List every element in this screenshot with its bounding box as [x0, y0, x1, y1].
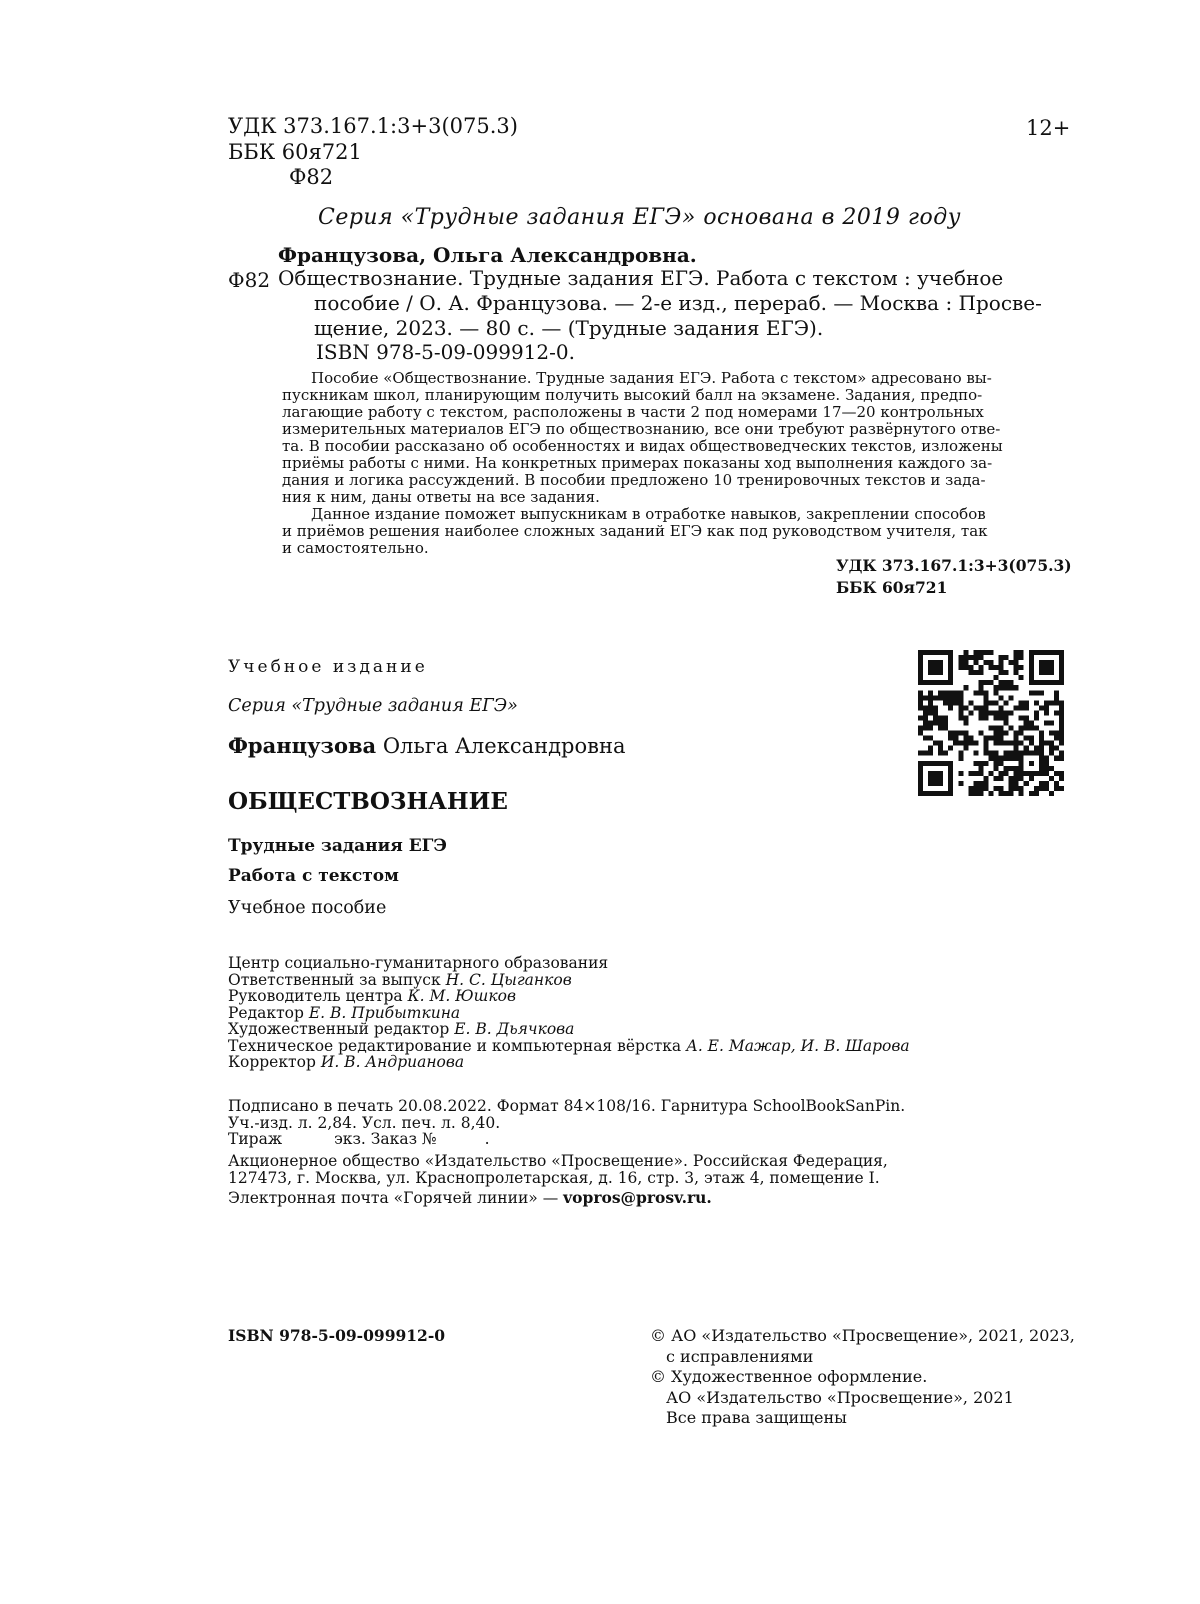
annotation-line: Данное издание поможет выпускникам в отработке навыков, закреплении способов	[311, 505, 986, 523]
print-info	[228, 1098, 905, 1148]
annotation-udk: УДК 373.167.1:3+3(075.3)	[836, 556, 1072, 575]
credit-person: И. В. Андрианова	[320, 1053, 465, 1071]
annotation-line: Пособие «Обществознание. Трудные задания ЕГЭ. Работа с текстом» адресовано вы-	[311, 369, 992, 387]
print-order-label: экз. Заказ №	[334, 1130, 437, 1148]
credit-row	[228, 1005, 910, 1022]
annotation-line: пускникам школ, планирующим получить высокий балл на экзамене. Задания, предпо-	[282, 386, 983, 404]
credit-person: А. Е. Мажар, И. В. Шарова	[686, 1036, 910, 1055]
edition-author	[228, 733, 625, 759]
book-subtitle-1: Трудные задания ЕГЭ	[228, 836, 447, 856]
credit-row	[228, 1054, 910, 1071]
annotation-line: и самостоятельно.	[282, 539, 429, 557]
print-order-end: .	[484, 1130, 490, 1148]
credit-row	[228, 988, 910, 1005]
copyright-line: © Художественное оформление.	[650, 1367, 928, 1386]
bib-description	[278, 266, 1068, 341]
bbk-code: ББК 60я721	[228, 140, 362, 164]
annotation-line: дания и логика рассуждений. В пособии предложено 10 тренировочных текстов и зада-	[282, 471, 986, 489]
bib-line: пособие / О. А. Французова. — 2-е изд., перераб. — Москва : Просве-	[314, 291, 1042, 315]
credit-role: Художественный редактор	[228, 1020, 450, 1038]
bib-author-mark: Ф82	[228, 268, 271, 292]
bib-isbn: ISBN 978-5-09-099912-0.	[316, 340, 575, 364]
print-sheets-line: Уч.-изд. л. 2,84. Усл. печ. л. 8,40.	[228, 1113, 501, 1132]
publisher-line: Акционерное общество «Издательство «Просвещение». Российская Федерация,	[228, 1152, 888, 1170]
bib-line: щение, 2023. — 80 с. — (Трудные задания ЕГЭ).	[314, 316, 824, 340]
credit-person: Е. В. Прибыткина	[308, 1003, 461, 1022]
credit-row	[228, 972, 910, 989]
footer-isbn: ISBN 978-5-09-099912-0	[228, 1326, 446, 1345]
copyright-line: Все права защищены	[666, 1408, 847, 1427]
publisher-address: 127473, г. Москва, ул. Краснопролетарская, д. 16, стр. 3, этаж 4, помещение I.	[228, 1168, 880, 1187]
credit-person: Е. В. Дьячкова	[454, 1020, 575, 1038]
edition-series: Серия «Трудные задания ЕГЭ»	[228, 696, 518, 716]
annotation-line: измерительных материалов ЕГЭ по обществознанию, все они требуют развёрнутого отве-	[282, 420, 1001, 438]
book-title: ОБЩЕСТВОЗНАНИЕ	[228, 788, 508, 815]
annotation-bbk: ББК 60я721	[836, 578, 948, 597]
print-run-line	[228, 1131, 905, 1148]
credit-row	[228, 1038, 910, 1055]
copyright-line: АО «Издательство «Просвещение», 2021	[666, 1387, 1014, 1407]
udk-code: УДК 373.167.1:3+3(075.3)	[228, 114, 518, 138]
annotation-line: ния к ним, даны ответы на все задания.	[282, 488, 600, 506]
annotation	[282, 370, 1072, 557]
annotation-line: та. В пособии рассказано об особенностях и видах обществоведческих текстов, изложены	[282, 437, 1003, 455]
copyright-line: © АО «Издательство «Просвещение», 2021, 2023,	[650, 1326, 1075, 1345]
print-run-label: Тираж	[228, 1130, 283, 1148]
book-type: Учебное пособие	[228, 898, 387, 918]
credit-role: Корректор	[228, 1053, 316, 1071]
credit-row	[228, 1021, 910, 1038]
author-given-names: Ольга Александровна	[382, 734, 626, 758]
credit-role: Техническое редактирование и компьютерная вёрстка	[228, 1036, 682, 1055]
credits-center: Центр социально-гуманитарного образования	[228, 954, 609, 972]
credit-role: Руководитель центра	[228, 987, 403, 1005]
book-subtitle-2: Работа с текстом	[228, 866, 399, 886]
annotation-line: лагающие работу с текстом, расположены в части 2 под номерами 17—20 контрольных	[282, 403, 984, 421]
annotation-line: и приёмов решения наиболее сложных заданий ЕГЭ как под руководством учителя, так	[282, 522, 988, 540]
author-mark: Ф82	[289, 165, 334, 189]
annotation-paragraph-2	[282, 506, 1072, 557]
print-signed-line: Подписано в печать 20.08.2022. Формат 84×108/16. Гарнитура SchoolBookSanPin.	[228, 1097, 906, 1115]
publisher-info	[228, 1153, 888, 1207]
credit-role: Редактор	[228, 1003, 304, 1022]
credits	[228, 955, 910, 1071]
credit-person: Н. С. Цыганков	[445, 970, 572, 989]
qr-code	[918, 650, 1064, 796]
credit-role: Ответственный за выпуск	[228, 970, 441, 989]
copyright-line: с исправлениями	[666, 1346, 814, 1366]
hotline-email-label: Электронная почта «Горячей линии» —	[228, 1189, 559, 1207]
edition-kind: Учебное издание	[228, 657, 428, 677]
series-founded-line: Серия «Трудные задания ЕГЭ» основана в 2019 году	[318, 205, 961, 230]
copyright-block	[650, 1326, 1075, 1429]
bib-author: Французова, Ольга Александровна.	[278, 243, 697, 267]
annotation-line: приёмы работы с ними. На конкретных примерах показаны ход выполнения каждого за-	[282, 454, 993, 472]
annotation-paragraph-1	[282, 370, 1072, 506]
credit-person: К. М. Юшков	[407, 987, 516, 1005]
hotline-email: vopros@prosv.ru.	[563, 1188, 712, 1207]
bib-line: Обществознание. Трудные задания ЕГЭ. Работа с текстом : учебное	[278, 266, 1004, 290]
hotline-email-line	[228, 1190, 888, 1207]
age-rating: 12+	[1026, 116, 1071, 140]
author-surname: Французова	[228, 733, 377, 758]
